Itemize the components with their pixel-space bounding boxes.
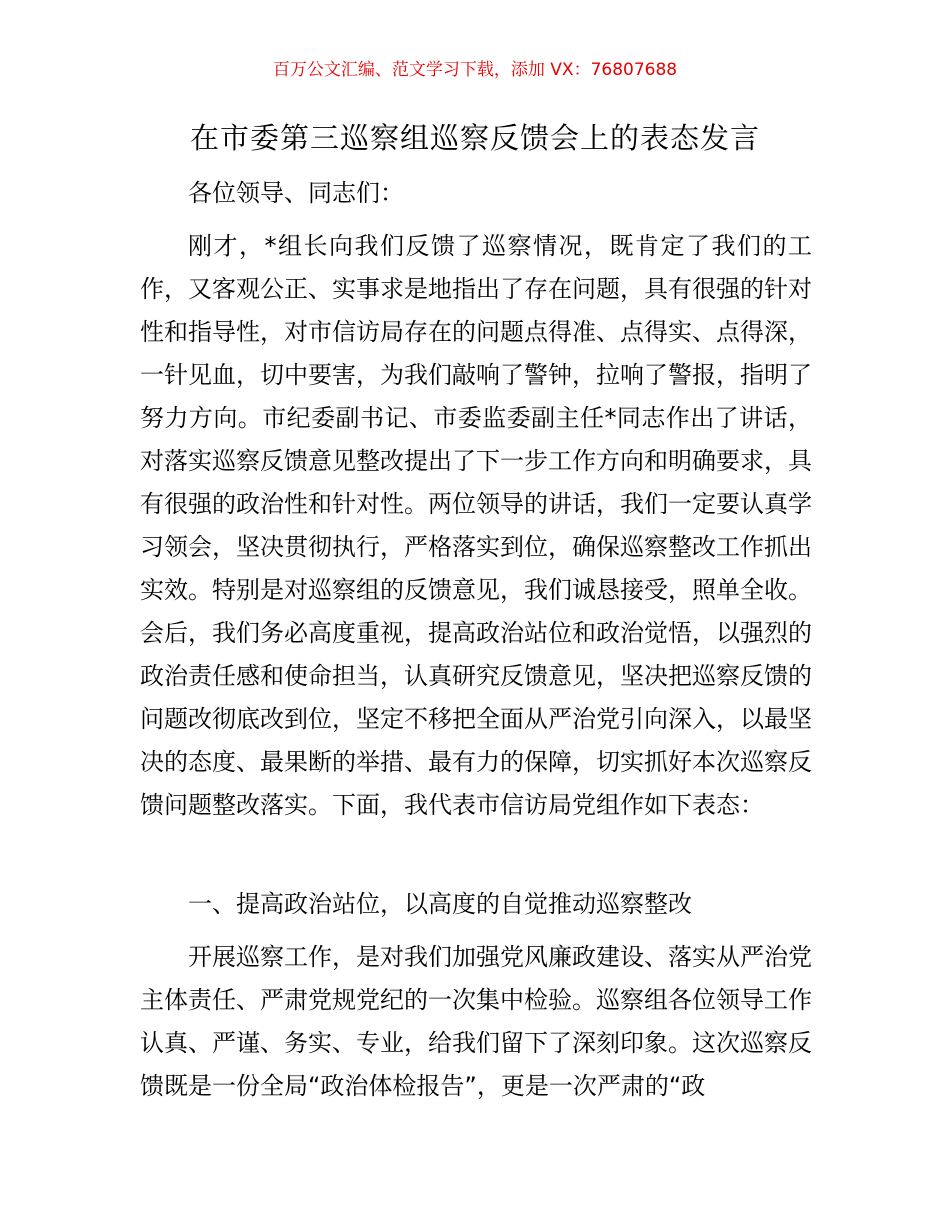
document-title: 在市委第三巡察组巡察反馈会上的表态发言 — [189, 121, 760, 155]
header-watermark: 百万公文汇编、范文学习下载，添加 VX：76807688 — [272, 60, 678, 80]
section-1-heading: 一、提高政治站位，以高度的自觉推动巡察整改 — [188, 890, 692, 918]
paragraph-2: 开展巡察工作，是对我们加强党风廉政建设、落实从严治党主体责任、严肃党规党纪的一次集中检验。巡察组各位领导工作认真、严谨、务实、专业，给我们留下了深刻印象。这次巡察反馈既是一份全局“政治体检报告”，更是一次严肃的“政 — [140, 943, 812, 1100]
paragraph-1: 刚才，*组长向我们反馈了巡察情况，既肯定了我们的工作，又客观公正、实事求是地指出了存在问题，具有很强的针对性和指导性，对市信访局存在的问题点得准、点得实、点得深，一针见血，切中要害，为我们敲响了警钟，拉响了警报，指明了努力方向。市纪委副书记、市委监委副主任*同志作出了讲话，对落实巡察反馈意见整改提出了下一步工作方向和明确要求，具有很强的政治性和针对性。两位领导的讲话，我们一定要认真学习领会，坚决贯彻执行，严格落实到位，确保巡察整改工作抓出实效。特别是对巡察组的反馈意见，我们诚恳接受，照单全收。会后，我们务必高度重视，提高政治站位和政治觉悟，以强烈的政治责任感和使命担当，认真研究反馈意见，坚决把巡察反馈的问题改彻底改到位，坚定不移把全面从严治党引向深入，以最坚决的态度、最果断的举措、最有力的保障，切实抓好本次巡察反馈问题整改落实。下面，我代表市信访局党组作如下表态： — [140, 232, 812, 819]
salutation: 各位领导、同志们： — [188, 179, 404, 207]
